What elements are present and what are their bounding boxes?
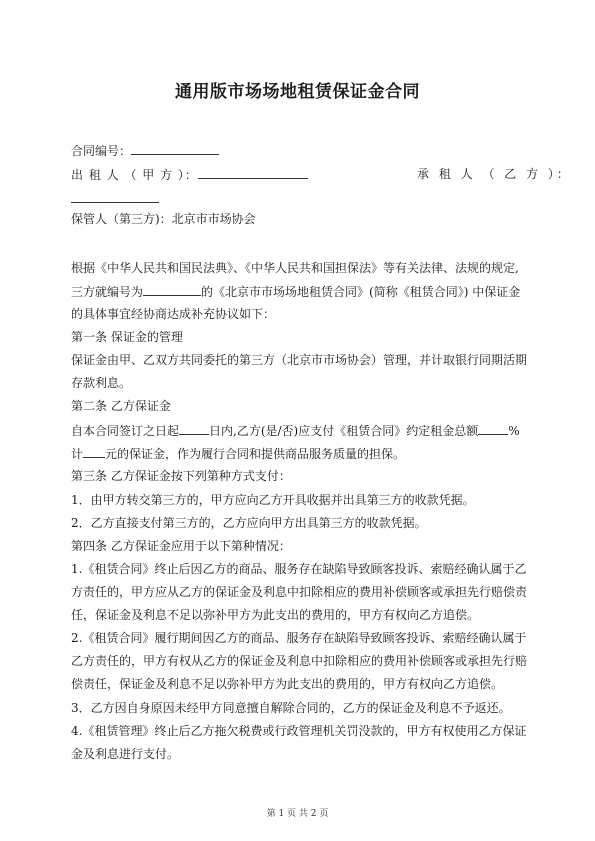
intro-line-1: 根据《中华人民共和国民法典》、《中华人民共和国担保法》等有关法律、法规的规定, (71, 261, 519, 275)
article-4-line: 乙方责任的，甲方有权从乙方的保证金及利息中扣除相应的费用补偿顾客或承担先行赔 (71, 654, 528, 668)
lessor-label: 出 租 人 （ 甲 方 ）： (71, 168, 198, 182)
article-4-heading: 第四条 乙方保证金应用于以下第种情况： (71, 539, 291, 553)
lessor-line (71, 166, 308, 183)
article-4-line: 1.《租赁合同》终止后因乙方的商品、服务存在缺陷导致顾客投诉、索赔经确认属于乙 (71, 562, 527, 576)
intro-line-3: 的具体事宜经协商达成补充协议如下： (71, 307, 276, 321)
article-4-line: 3．乙方因自身原因未经甲方同意擅自解除合同的，乙方的保证金及利息不予返还。 (71, 701, 511, 715)
document-title: 通用版市场场地租赁保证金合同 (175, 82, 420, 102)
article-4-line: 2.《租赁合同》履行期间因乙方的商品、服务存在缺陷导致顾客投诉、索赔经确认属于 (71, 631, 527, 645)
days-blank[interactable] (179, 422, 209, 435)
lessee-blank-line (71, 190, 159, 207)
page-footer: 第 1 页 共 2 页 (266, 809, 329, 819)
article-2-text: 日内,乙方(是/否)应支付《租赁合同》约定租金总额 (209, 424, 479, 438)
intro-text-a: 三方就编号为 (71, 285, 144, 299)
amount-blank[interactable] (83, 445, 105, 458)
custodian-line: 保管人（第三方)：北京市市场协会 (71, 212, 256, 226)
article-4-line: 金及利息进行支付。 (71, 747, 180, 761)
contract-number-label: 合同编号： (71, 144, 132, 158)
article-2-line-2 (71, 445, 405, 462)
article-2-text: 自本合同签订之日起 (71, 424, 180, 438)
article-4-line: 任，保证金及利息不足以弥补甲方为此支出的费用的，甲方有权向乙方追偿。 (71, 608, 480, 622)
article-2-heading: 第二条 乙方保证金 (71, 399, 171, 413)
lessee-label: 承 租 人 （ 乙 方 ）： (417, 167, 572, 181)
contract-ref-blank[interactable] (143, 283, 201, 296)
percent-blank[interactable] (478, 422, 508, 435)
contract-number-blank[interactable] (131, 142, 219, 155)
article-3-heading: 第三条 乙方保证金按下列第种方式支付： (71, 469, 291, 483)
article-1-line: 保证金由甲、乙双方共同委托的第三方（北京市市场协会）管理，并计取银行同期活期 (71, 353, 528, 367)
intro-line-2 (71, 283, 520, 300)
article-2-text: 元的保证金，作为履行合同和提供商品服务质量的担保。 (105, 447, 406, 461)
lessor-blank[interactable] (198, 166, 308, 179)
article-1-heading: 第一条 保证金的管理 (71, 330, 183, 344)
article-2-line-1 (71, 422, 520, 439)
intro-text-b: 的《北京市市场场地租赁合同》(简称《租赁合同》) 中保证金 (201, 285, 521, 299)
article-3-line: 1．由甲方转交第三方的，甲方应向乙方开具收据并出具第三方的收款凭据。 (71, 493, 475, 507)
article-2-text: 计 (71, 447, 84, 461)
contract-number-line (71, 142, 219, 159)
percent-sign: % (508, 424, 520, 438)
article-4-line: 偿责任，保证金及利息不足以弥补甲方为此支出的费用的，甲方有权向乙方追偿。 (71, 677, 504, 691)
article-3-line: 2．乙方直接支付第三方的，乙方应向甲方出具第三方的收款凭据。 (71, 516, 427, 530)
article-4-line: 方责任的，甲方应从乙方的保证金及利息中扣除相应的费用补偿顾客或承担先行赔偿责 (71, 585, 528, 599)
lessee-blank[interactable] (71, 190, 159, 203)
article-4-line: 4.《租赁管理》终止后乙方拖欠税费或行政管理机关罚没款的，甲方有权使用乙方保证 (71, 724, 527, 738)
article-1-line: 存款利息。 (71, 376, 132, 390)
